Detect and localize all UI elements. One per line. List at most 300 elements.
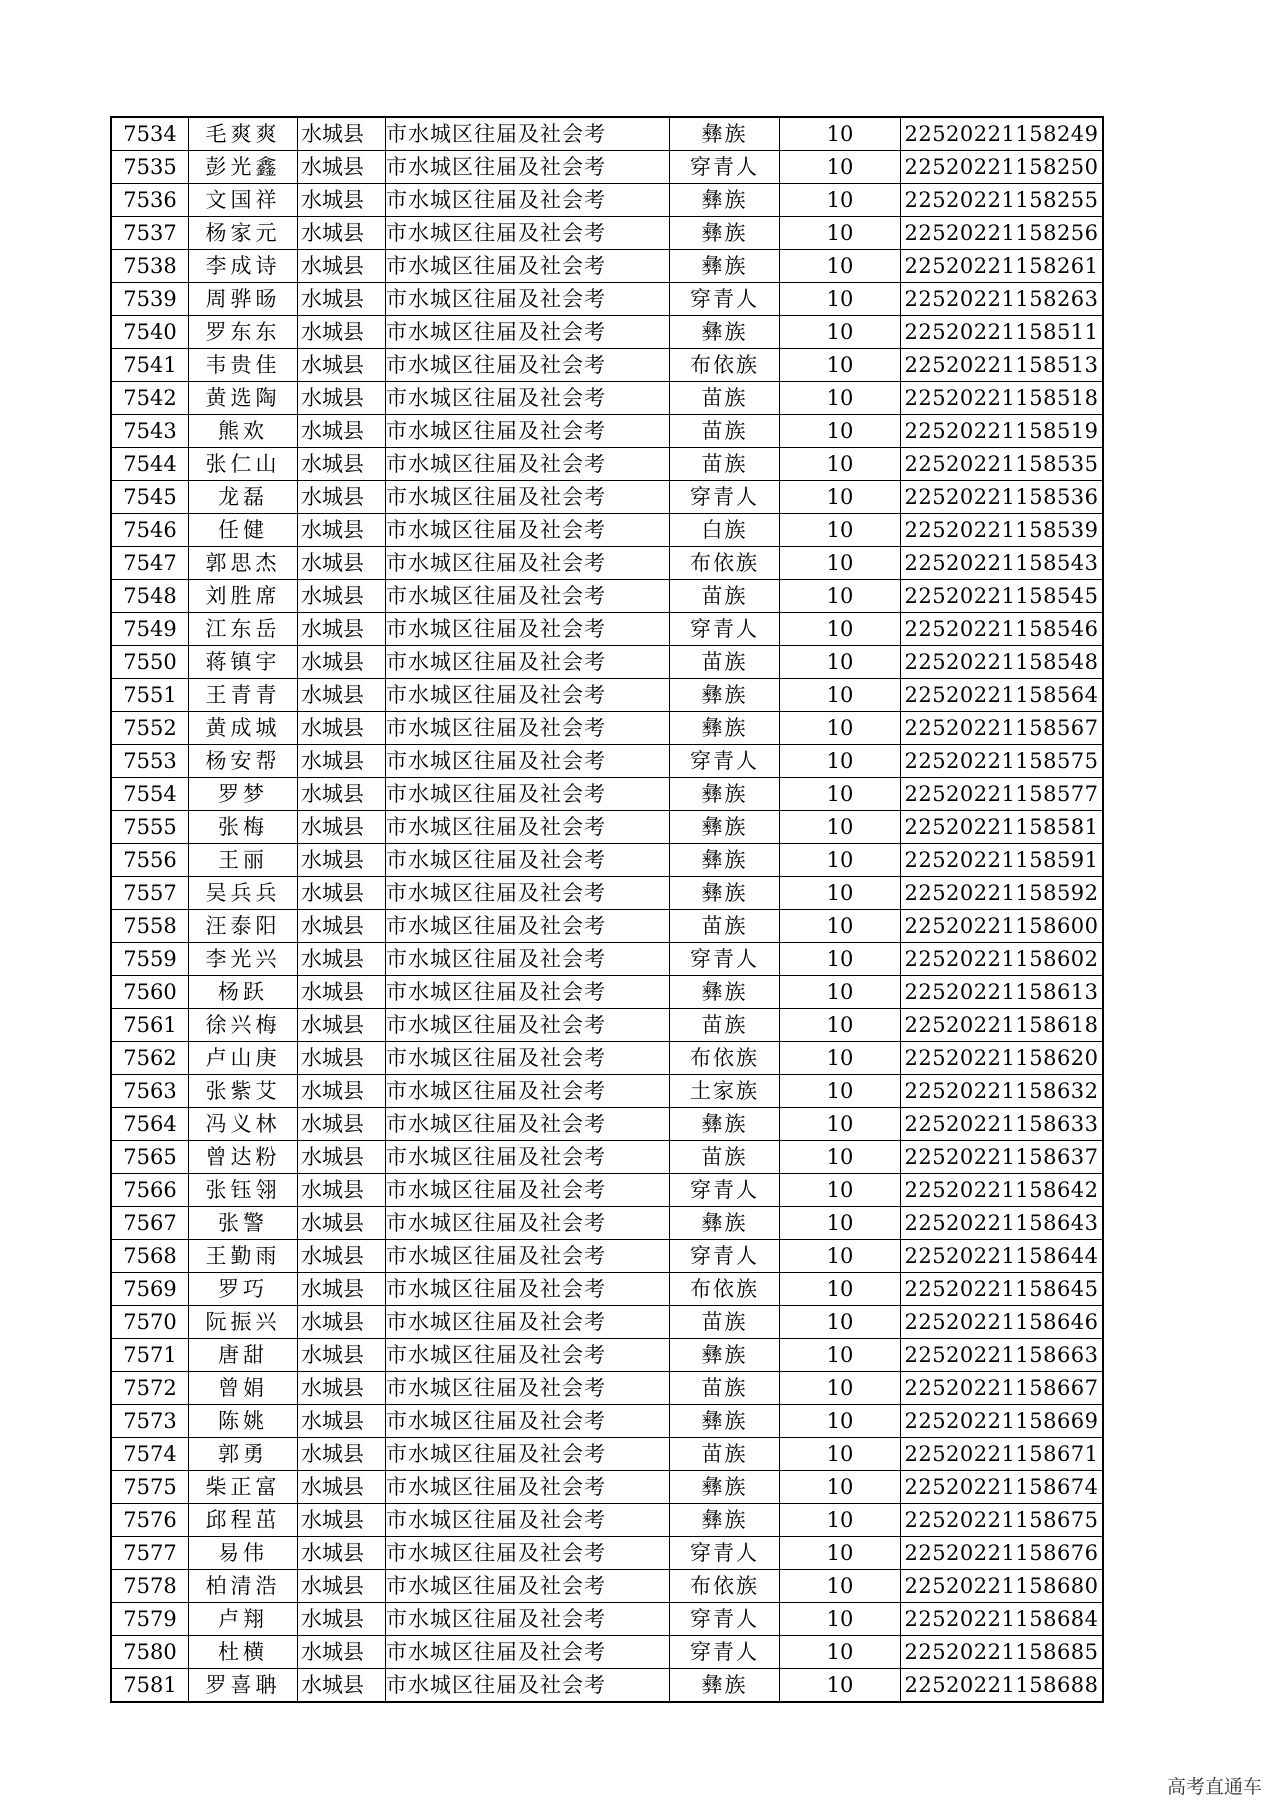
county-cell: 水城县 xyxy=(298,1636,386,1669)
ethnicity-cell: 彝族 xyxy=(670,217,780,250)
category-cell: 市水城区往届及社会考 xyxy=(386,1042,670,1075)
ethnicity-cell: 穿青人 xyxy=(670,1537,780,1570)
category-cell: 市水城区往届及社会考 xyxy=(386,316,670,349)
score-cell: 10 xyxy=(780,117,901,151)
category-cell: 市水城区往届及社会考 xyxy=(386,1669,670,1703)
exam-id-cell: 22520221158600 xyxy=(901,910,1104,943)
table-row xyxy=(111,1471,1103,1504)
exam-id-cell: 22520221158263 xyxy=(901,283,1104,316)
row-number: 7581 xyxy=(111,1669,189,1703)
county-cell: 水城县 xyxy=(298,910,386,943)
exam-id-cell: 22520221158249 xyxy=(901,117,1104,151)
row-number: 7547 xyxy=(111,547,189,580)
exam-id-cell: 22520221158684 xyxy=(901,1603,1104,1636)
table-row xyxy=(111,283,1103,316)
candidate-name: 文国祥 xyxy=(189,184,298,217)
county-cell: 水城县 xyxy=(298,1471,386,1504)
ethnicity-cell: 土家族 xyxy=(670,1075,780,1108)
row-number: 7577 xyxy=(111,1537,189,1570)
candidate-name: 杜横 xyxy=(189,1636,298,1669)
candidate-name: 柏清浩 xyxy=(189,1570,298,1603)
score-cell: 10 xyxy=(780,1009,901,1042)
candidate-name: 李光兴 xyxy=(189,943,298,976)
exam-id-cell: 22520221158591 xyxy=(901,844,1104,877)
ethnicity-cell: 彝族 xyxy=(670,250,780,283)
ethnicity-cell: 苗族 xyxy=(670,1438,780,1471)
exam-id-cell: 22520221158685 xyxy=(901,1636,1104,1669)
exam-id-cell: 22520221158518 xyxy=(901,382,1104,415)
table-row xyxy=(111,547,1103,580)
score-cell: 10 xyxy=(780,1405,901,1438)
county-cell: 水城县 xyxy=(298,250,386,283)
ethnicity-cell: 苗族 xyxy=(670,1009,780,1042)
exam-id-cell: 22520221158575 xyxy=(901,745,1104,778)
county-cell: 水城县 xyxy=(298,217,386,250)
ethnicity-cell: 苗族 xyxy=(670,1372,780,1405)
category-cell: 市水城区往届及社会考 xyxy=(386,679,670,712)
table-row xyxy=(111,1504,1103,1537)
category-cell: 市水城区往届及社会考 xyxy=(386,844,670,877)
row-number: 7563 xyxy=(111,1075,189,1108)
candidate-name: 刘胜席 xyxy=(189,580,298,613)
county-cell: 水城县 xyxy=(298,613,386,646)
watermark-text: 高考直通车 xyxy=(1166,1776,1262,1798)
county-cell: 水城县 xyxy=(298,415,386,448)
table-row xyxy=(111,1306,1103,1339)
county-cell: 水城县 xyxy=(298,1306,386,1339)
exam-id-cell: 22520221158620 xyxy=(901,1042,1104,1075)
score-cell: 10 xyxy=(780,1207,901,1240)
category-cell: 市水城区往届及社会考 xyxy=(386,1570,670,1603)
exam-id-cell: 22520221158613 xyxy=(901,976,1104,1009)
category-cell: 市水城区往届及社会考 xyxy=(386,1372,670,1405)
score-cell: 10 xyxy=(780,547,901,580)
county-cell: 水城县 xyxy=(298,1141,386,1174)
candidate-name: 杨跃 xyxy=(189,976,298,1009)
candidate-name: 罗巧 xyxy=(189,1273,298,1306)
county-cell: 水城县 xyxy=(298,1669,386,1703)
category-cell: 市水城区往届及社会考 xyxy=(386,1141,670,1174)
category-cell: 市水城区往届及社会考 xyxy=(386,1207,670,1240)
row-number: 7554 xyxy=(111,778,189,811)
row-number: 7580 xyxy=(111,1636,189,1669)
exam-id-cell: 22520221158564 xyxy=(901,679,1104,712)
candidate-name: 冯义林 xyxy=(189,1108,298,1141)
candidate-name: 王勤雨 xyxy=(189,1240,298,1273)
table-row xyxy=(111,1207,1103,1240)
row-number: 7571 xyxy=(111,1339,189,1372)
ethnicity-cell: 苗族 xyxy=(670,382,780,415)
county-cell: 水城县 xyxy=(298,1570,386,1603)
score-cell: 10 xyxy=(780,1141,901,1174)
row-number: 7548 xyxy=(111,580,189,613)
category-cell: 市水城区往届及社会考 xyxy=(386,481,670,514)
candidate-name: 阮振兴 xyxy=(189,1306,298,1339)
score-cell: 10 xyxy=(780,1108,901,1141)
exam-id-cell: 22520221158548 xyxy=(901,646,1104,679)
score-cell: 10 xyxy=(780,1075,901,1108)
category-cell: 市水城区往届及社会考 xyxy=(386,349,670,382)
table-row xyxy=(111,844,1103,877)
table-row xyxy=(111,415,1103,448)
exam-id-cell: 22520221158602 xyxy=(901,943,1104,976)
score-cell: 10 xyxy=(780,1570,901,1603)
score-cell: 10 xyxy=(780,283,901,316)
category-cell: 市水城区往届及社会考 xyxy=(386,613,670,646)
ethnicity-cell: 苗族 xyxy=(670,415,780,448)
table-row xyxy=(111,910,1103,943)
table-row xyxy=(111,151,1103,184)
score-cell: 10 xyxy=(780,514,901,547)
category-cell: 市水城区往届及社会考 xyxy=(386,514,670,547)
candidate-name: 张梅 xyxy=(189,811,298,844)
county-cell: 水城县 xyxy=(298,1603,386,1636)
category-cell: 市水城区往届及社会考 xyxy=(386,1240,670,1273)
score-cell: 10 xyxy=(780,811,901,844)
category-cell: 市水城区往届及社会考 xyxy=(386,184,670,217)
row-number: 7552 xyxy=(111,712,189,745)
county-cell: 水城县 xyxy=(298,877,386,910)
row-number: 7539 xyxy=(111,283,189,316)
ethnicity-cell: 穿青人 xyxy=(670,481,780,514)
score-cell: 10 xyxy=(780,1273,901,1306)
candidate-name: 熊欢 xyxy=(189,415,298,448)
exam-id-cell: 22520221158546 xyxy=(901,613,1104,646)
county-cell: 水城县 xyxy=(298,1438,386,1471)
ethnicity-cell: 彝族 xyxy=(670,844,780,877)
exam-id-cell: 22520221158637 xyxy=(901,1141,1104,1174)
score-cell: 10 xyxy=(780,151,901,184)
score-cell: 10 xyxy=(780,382,901,415)
category-cell: 市水城区往届及社会考 xyxy=(386,283,670,316)
county-cell: 水城县 xyxy=(298,679,386,712)
category-cell: 市水城区往届及社会考 xyxy=(386,976,670,1009)
category-cell: 市水城区往届及社会考 xyxy=(386,580,670,613)
ethnicity-cell: 穿青人 xyxy=(670,745,780,778)
score-cell: 10 xyxy=(780,1240,901,1273)
county-cell: 水城县 xyxy=(298,448,386,481)
exam-id-cell: 22520221158680 xyxy=(901,1570,1104,1603)
score-cell: 10 xyxy=(780,1471,901,1504)
ethnicity-cell: 彝族 xyxy=(670,778,780,811)
row-number: 7536 xyxy=(111,184,189,217)
category-cell: 市水城区往届及社会考 xyxy=(386,415,670,448)
row-number: 7578 xyxy=(111,1570,189,1603)
candidate-name: 龙磊 xyxy=(189,481,298,514)
score-cell: 10 xyxy=(780,613,901,646)
row-number: 7564 xyxy=(111,1108,189,1141)
candidate-name: 杨安帮 xyxy=(189,745,298,778)
category-cell: 市水城区往届及社会考 xyxy=(386,1273,670,1306)
score-cell: 10 xyxy=(780,580,901,613)
score-cell: 10 xyxy=(780,1438,901,1471)
score-cell: 10 xyxy=(780,679,901,712)
row-number: 7555 xyxy=(111,811,189,844)
category-cell: 市水城区往届及社会考 xyxy=(386,117,670,151)
row-number: 7550 xyxy=(111,646,189,679)
ethnicity-cell: 穿青人 xyxy=(670,613,780,646)
candidate-name: 王丽 xyxy=(189,844,298,877)
candidate-name: 卢翔 xyxy=(189,1603,298,1636)
row-number: 7572 xyxy=(111,1372,189,1405)
table-row xyxy=(111,646,1103,679)
category-cell: 市水城区往届及社会考 xyxy=(386,1537,670,1570)
row-number: 7549 xyxy=(111,613,189,646)
row-number: 7561 xyxy=(111,1009,189,1042)
category-cell: 市水城区往届及社会考 xyxy=(386,217,670,250)
table-row xyxy=(111,943,1103,976)
ethnicity-cell: 穿青人 xyxy=(670,1174,780,1207)
candidate-name: 罗东东 xyxy=(189,316,298,349)
exam-id-cell: 22520221158536 xyxy=(901,481,1104,514)
table-row xyxy=(111,1240,1103,1273)
score-cell: 10 xyxy=(780,184,901,217)
ethnicity-cell: 彝族 xyxy=(670,712,780,745)
table-row xyxy=(111,1174,1103,1207)
ethnicity-cell: 穿青人 xyxy=(670,1603,780,1636)
ethnicity-cell: 苗族 xyxy=(670,448,780,481)
category-cell: 市水城区往届及社会考 xyxy=(386,382,670,415)
exam-id-cell: 22520221158674 xyxy=(901,1471,1104,1504)
table-row xyxy=(111,1372,1103,1405)
exam-id-cell: 22520221158545 xyxy=(901,580,1104,613)
candidate-name: 徐兴梅 xyxy=(189,1009,298,1042)
table-row xyxy=(111,1108,1103,1141)
row-number: 7553 xyxy=(111,745,189,778)
category-cell: 市水城区往届及社会考 xyxy=(386,1405,670,1438)
table-row xyxy=(111,679,1103,712)
exam-id-cell: 22520221158667 xyxy=(901,1372,1104,1405)
row-number: 7562 xyxy=(111,1042,189,1075)
county-cell: 水城县 xyxy=(298,646,386,679)
candidate-name: 黄成城 xyxy=(189,712,298,745)
row-number: 7551 xyxy=(111,679,189,712)
candidate-name: 唐甜 xyxy=(189,1339,298,1372)
table-row xyxy=(111,1075,1103,1108)
candidate-name: 江东岳 xyxy=(189,613,298,646)
county-cell: 水城县 xyxy=(298,1207,386,1240)
ethnicity-cell: 彝族 xyxy=(670,184,780,217)
candidate-name: 卢山庚 xyxy=(189,1042,298,1075)
table-row xyxy=(111,745,1103,778)
exam-id-cell: 22520221158669 xyxy=(901,1405,1104,1438)
candidate-name: 毛爽爽 xyxy=(189,117,298,151)
candidate-name: 杨家元 xyxy=(189,217,298,250)
row-number: 7560 xyxy=(111,976,189,1009)
table-row xyxy=(111,481,1103,514)
candidate-name: 李成诗 xyxy=(189,250,298,283)
exam-id-cell: 22520221158663 xyxy=(901,1339,1104,1372)
category-cell: 市水城区往届及社会考 xyxy=(386,1636,670,1669)
county-cell: 水城县 xyxy=(298,1372,386,1405)
score-cell: 10 xyxy=(780,1042,901,1075)
category-cell: 市水城区往届及社会考 xyxy=(386,1306,670,1339)
score-cell: 10 xyxy=(780,778,901,811)
table-row xyxy=(111,580,1103,613)
table-row xyxy=(111,976,1103,1009)
exam-id-cell: 22520221158513 xyxy=(901,349,1104,382)
candidate-name: 曾娟 xyxy=(189,1372,298,1405)
score-cell: 10 xyxy=(780,1174,901,1207)
results-table xyxy=(110,116,1104,1703)
score-cell: 10 xyxy=(780,844,901,877)
ethnicity-cell: 彝族 xyxy=(670,1108,780,1141)
ethnicity-cell: 穿青人 xyxy=(670,1240,780,1273)
row-number: 7535 xyxy=(111,151,189,184)
ethnicity-cell: 布依族 xyxy=(670,349,780,382)
score-cell: 10 xyxy=(780,217,901,250)
row-number: 7538 xyxy=(111,250,189,283)
ethnicity-cell: 白族 xyxy=(670,514,780,547)
county-cell: 水城县 xyxy=(298,976,386,1009)
score-cell: 10 xyxy=(780,316,901,349)
exam-id-cell: 22520221158633 xyxy=(901,1108,1104,1141)
row-number: 7570 xyxy=(111,1306,189,1339)
category-cell: 市水城区往届及社会考 xyxy=(386,151,670,184)
candidate-name: 张警 xyxy=(189,1207,298,1240)
exam-id-cell: 22520221158671 xyxy=(901,1438,1104,1471)
category-cell: 市水城区往届及社会考 xyxy=(386,1339,670,1372)
score-cell: 10 xyxy=(780,1372,901,1405)
row-number: 7546 xyxy=(111,514,189,547)
table-row xyxy=(111,1141,1103,1174)
candidate-name: 罗喜聃 xyxy=(189,1669,298,1703)
ethnicity-cell: 苗族 xyxy=(670,1141,780,1174)
table-row xyxy=(111,877,1103,910)
ethnicity-cell: 彝族 xyxy=(670,1504,780,1537)
table-row xyxy=(111,1339,1103,1372)
exam-id-cell: 22520221158256 xyxy=(901,217,1104,250)
table-row xyxy=(111,349,1103,382)
candidate-name: 周骅旸 xyxy=(189,283,298,316)
score-cell: 10 xyxy=(780,646,901,679)
score-cell: 10 xyxy=(780,877,901,910)
category-cell: 市水城区往届及社会考 xyxy=(386,1471,670,1504)
table-row xyxy=(111,1636,1103,1669)
ethnicity-cell: 彝族 xyxy=(670,1471,780,1504)
score-cell: 10 xyxy=(780,1504,901,1537)
county-cell: 水城县 xyxy=(298,1504,386,1537)
row-number: 7545 xyxy=(111,481,189,514)
table-row xyxy=(111,778,1103,811)
score-cell: 10 xyxy=(780,1603,901,1636)
row-number: 7544 xyxy=(111,448,189,481)
score-cell: 10 xyxy=(780,1669,901,1703)
county-cell: 水城县 xyxy=(298,1174,386,1207)
category-cell: 市水城区往届及社会考 xyxy=(386,910,670,943)
category-cell: 市水城区往届及社会考 xyxy=(386,1009,670,1042)
category-cell: 市水城区往届及社会考 xyxy=(386,250,670,283)
exam-id-cell: 22520221158535 xyxy=(901,448,1104,481)
county-cell: 水城县 xyxy=(298,1537,386,1570)
candidate-name: 吴兵兵 xyxy=(189,877,298,910)
score-cell: 10 xyxy=(780,481,901,514)
county-cell: 水城县 xyxy=(298,117,386,151)
exam-id-cell: 22520221158642 xyxy=(901,1174,1104,1207)
county-cell: 水城县 xyxy=(298,1075,386,1108)
table-row xyxy=(111,613,1103,646)
county-cell: 水城县 xyxy=(298,1042,386,1075)
category-cell: 市水城区往届及社会考 xyxy=(386,1603,670,1636)
ethnicity-cell: 彝族 xyxy=(670,1669,780,1703)
row-number: 7565 xyxy=(111,1141,189,1174)
ethnicity-cell: 彝族 xyxy=(670,877,780,910)
ethnicity-cell: 彝族 xyxy=(670,976,780,1009)
ethnicity-cell: 苗族 xyxy=(670,646,780,679)
candidate-name: 汪泰阳 xyxy=(189,910,298,943)
exam-id-cell: 22520221158676 xyxy=(901,1537,1104,1570)
county-cell: 水城县 xyxy=(298,844,386,877)
category-cell: 市水城区往届及社会考 xyxy=(386,877,670,910)
category-cell: 市水城区往届及社会考 xyxy=(386,1174,670,1207)
row-number: 7534 xyxy=(111,117,189,151)
county-cell: 水城县 xyxy=(298,745,386,778)
ethnicity-cell: 穿青人 xyxy=(670,943,780,976)
exam-id-cell: 22520221158645 xyxy=(901,1273,1104,1306)
table-row xyxy=(111,1669,1103,1703)
exam-id-cell: 22520221158632 xyxy=(901,1075,1104,1108)
candidate-name: 郭勇 xyxy=(189,1438,298,1471)
county-cell: 水城县 xyxy=(298,1009,386,1042)
category-cell: 市水城区往届及社会考 xyxy=(386,745,670,778)
score-cell: 10 xyxy=(780,745,901,778)
row-number: 7543 xyxy=(111,415,189,448)
exam-id-cell: 22520221158577 xyxy=(901,778,1104,811)
category-cell: 市水城区往届及社会考 xyxy=(386,1075,670,1108)
ethnicity-cell: 彝族 xyxy=(670,316,780,349)
row-number: 7575 xyxy=(111,1471,189,1504)
category-cell: 市水城区往届及社会考 xyxy=(386,1438,670,1471)
score-cell: 10 xyxy=(780,1339,901,1372)
table-row xyxy=(111,1042,1103,1075)
table-row xyxy=(111,316,1103,349)
table-row xyxy=(111,448,1103,481)
ethnicity-cell: 布依族 xyxy=(670,1273,780,1306)
score-cell: 10 xyxy=(780,1636,901,1669)
row-number: 7558 xyxy=(111,910,189,943)
candidate-name: 曾达粉 xyxy=(189,1141,298,1174)
ethnicity-cell: 彝族 xyxy=(670,117,780,151)
candidate-name: 郭思杰 xyxy=(189,547,298,580)
score-cell: 10 xyxy=(780,712,901,745)
exam-id-cell: 22520221158688 xyxy=(901,1669,1104,1703)
county-cell: 水城县 xyxy=(298,1273,386,1306)
row-number: 7576 xyxy=(111,1504,189,1537)
score-cell: 10 xyxy=(780,910,901,943)
row-number: 7556 xyxy=(111,844,189,877)
row-number: 7573 xyxy=(111,1405,189,1438)
candidate-name: 陈姚 xyxy=(189,1405,298,1438)
score-cell: 10 xyxy=(780,349,901,382)
candidate-name: 王青青 xyxy=(189,679,298,712)
ethnicity-cell: 彝族 xyxy=(670,811,780,844)
exam-id-cell: 22520221158567 xyxy=(901,712,1104,745)
table-row xyxy=(111,184,1103,217)
ethnicity-cell: 布依族 xyxy=(670,547,780,580)
category-cell: 市水城区往届及社会考 xyxy=(386,778,670,811)
exam-id-cell: 22520221158519 xyxy=(901,415,1104,448)
score-cell: 10 xyxy=(780,1537,901,1570)
exam-id-cell: 22520221158511 xyxy=(901,316,1104,349)
score-cell: 10 xyxy=(780,976,901,1009)
exam-id-cell: 22520221158675 xyxy=(901,1504,1104,1537)
ethnicity-cell: 彝族 xyxy=(670,679,780,712)
exam-id-cell: 22520221158255 xyxy=(901,184,1104,217)
county-cell: 水城县 xyxy=(298,1405,386,1438)
candidate-name: 易伟 xyxy=(189,1537,298,1570)
category-cell: 市水城区往届及社会考 xyxy=(386,943,670,976)
candidate-name: 任健 xyxy=(189,514,298,547)
